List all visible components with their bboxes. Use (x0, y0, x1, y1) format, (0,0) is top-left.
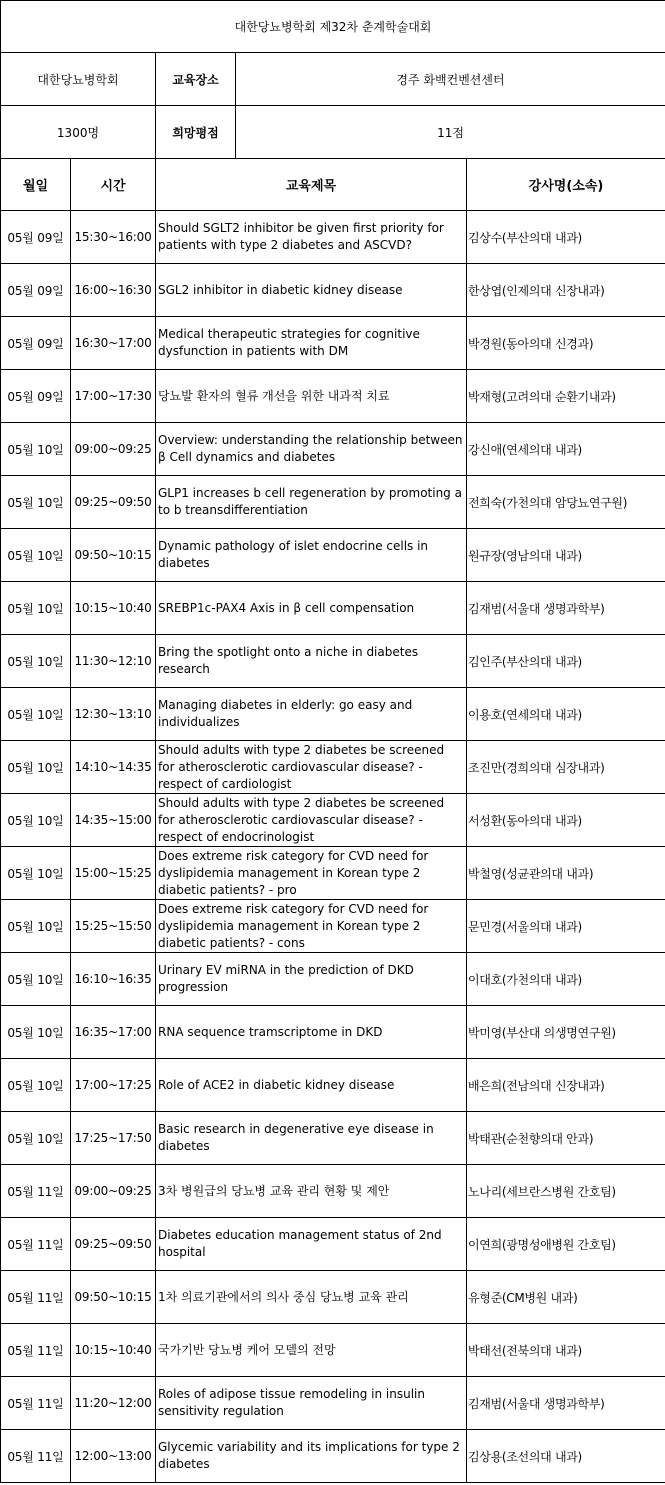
session-time: 09:00~09:25 (71, 1165, 156, 1218)
session-title: Role of ACE2 in diabetic kidney disease (156, 1059, 467, 1112)
table-row (1, 529, 665, 582)
session-title: 1차 의료기관에서의 의사 중심 당뇨병 교육 관리 (156, 1271, 467, 1324)
session-time: 10:15~10:40 (71, 1324, 156, 1377)
table-row (1, 635, 665, 688)
table-row (1, 317, 665, 370)
session-time: 14:10~14:35 (71, 741, 156, 794)
header-title: 교육제목 (156, 159, 467, 211)
session-title: 3차 병원급의 당뇨병 교육 관리 현황 및 제안 (156, 1165, 467, 1218)
table-row (1, 1430, 665, 1483)
session-title: Overview: understanding the relationship between β Cell dynamics and diabetes (156, 423, 467, 476)
session-speaker: 유형준(CM병원 내과) (467, 1271, 665, 1324)
session-time: 15:30~16:00 (71, 211, 156, 264)
header-speaker: 강사명(소속) (467, 159, 665, 211)
session-title: Should SGLT2 inhibitor be given first priority for patients with type 2 diabetes and ASCVD? (156, 211, 467, 264)
session-header-row (1, 159, 665, 211)
session-speaker: 김인주(부산의대 내과) (467, 635, 665, 688)
session-speaker: 이용호(연세의대 내과) (467, 688, 665, 741)
session-date: 05월 11일 (1, 1271, 71, 1324)
session-date: 05월 11일 (1, 1165, 71, 1218)
session-speaker: 강신애(연세의대 내과) (467, 423, 665, 476)
table-row (1, 794, 665, 847)
venue-label: 교육장소 (156, 53, 236, 106)
table-row (1, 900, 665, 953)
session-speaker: 김상용(조선의대 내과) (467, 1430, 665, 1483)
table-row (1, 476, 665, 529)
header-date: 월일 (1, 159, 71, 211)
session-speaker: 박태관(순천향의대 안과) (467, 1112, 665, 1165)
venue: 경주 화백컨벤션센터 (236, 53, 665, 106)
session-time: 14:35~15:00 (71, 794, 156, 847)
venue-row (1, 53, 665, 106)
session-time: 15:00~15:25 (71, 847, 156, 900)
event-info-table (0, 0, 665, 159)
session-date: 05월 11일 (1, 1377, 71, 1430)
attendees: 1300명 (1, 106, 156, 159)
table-row (1, 1165, 665, 1218)
session-time: 17:00~17:25 (71, 1059, 156, 1112)
table-row (1, 741, 665, 794)
session-title: SREBP1c-PAX4 Axis in β cell compensation (156, 582, 467, 635)
session-time: 12:00~13:00 (71, 1430, 156, 1483)
session-date: 05월 10일 (1, 582, 71, 635)
session-date: 05월 10일 (1, 423, 71, 476)
session-time: 10:15~10:40 (71, 582, 156, 635)
session-title: Roles of adipose tissue remodeling in insulin sensitivity regulation (156, 1377, 467, 1430)
session-date: 05월 10일 (1, 900, 71, 953)
session-time: 09:00~09:25 (71, 423, 156, 476)
event-title: 대한당뇨병학회 제32차 춘계학술대회 (1, 1, 665, 53)
session-title: Urinary EV miRNA in the prediction of DKD progression (156, 953, 467, 1006)
session-date: 05월 09일 (1, 317, 71, 370)
session-time: 16:10~16:35 (71, 953, 156, 1006)
event-title-row (1, 1, 665, 53)
session-date: 05월 10일 (1, 1059, 71, 1112)
session-date: 05월 10일 (1, 529, 71, 582)
session-time: 17:25~17:50 (71, 1112, 156, 1165)
session-speaker: 김재범(서울대 생명과학부) (467, 582, 665, 635)
session-time: 11:20~12:00 (71, 1377, 156, 1430)
session-title: Does extreme risk category for CVD need for dyslipidemia management in Korean type 2 diabetic patients? - cons (156, 900, 467, 953)
session-speaker: 조진만(경희의대 심장내과) (467, 741, 665, 794)
session-date: 05월 10일 (1, 847, 71, 900)
session-speaker: 문민경(서울의대 내과) (467, 900, 665, 953)
table-row (1, 1324, 665, 1377)
score-row (1, 106, 665, 159)
table-row (1, 1059, 665, 1112)
session-speaker: 이연희(광명성애병원 간호팀) (467, 1218, 665, 1271)
session-date: 05월 11일 (1, 1218, 71, 1271)
session-speaker: 원규장(영남의대 내과) (467, 529, 665, 582)
session-date: 05월 11일 (1, 1430, 71, 1483)
table-row (1, 211, 665, 264)
session-speaker: 김재범(서울대 생명과학부) (467, 1377, 665, 1430)
session-time: 09:25~09:50 (71, 1218, 156, 1271)
table-row (1, 1271, 665, 1324)
session-table (0, 158, 665, 1483)
table-row (1, 1006, 665, 1059)
session-title: Dynamic pathology of islet endocrine cells in diabetes (156, 529, 467, 582)
session-time: 16:35~17:00 (71, 1006, 156, 1059)
session-speaker: 박경원(동아의대 신경과) (467, 317, 665, 370)
table-row (1, 1218, 665, 1271)
session-speaker: 서성환(동아의대 내과) (467, 794, 665, 847)
session-time: 16:00~16:30 (71, 264, 156, 317)
session-title: GLP1 increases b cell regeneration by promoting a to b treansdifferentiation (156, 476, 467, 529)
session-speaker: 한상엽(인제의대 신장내과) (467, 264, 665, 317)
session-date: 05월 11일 (1, 1324, 71, 1377)
table-row (1, 582, 665, 635)
session-title: 당뇨발 환자의 혈류 개선을 위한 내과적 치료 (156, 370, 467, 423)
session-time: 09:25~09:50 (71, 476, 156, 529)
session-date: 05월 10일 (1, 953, 71, 1006)
session-title: SGL2 inhibitor in diabetic kidney disease (156, 264, 467, 317)
session-time: 11:30~12:10 (71, 635, 156, 688)
session-title: Managing diabetes in elderly: go easy and individualizes (156, 688, 467, 741)
table-row (1, 423, 665, 476)
session-title: Should adults with type 2 diabetes be screened for atherosclerotic cardiovascular disease? - respect of cardiologist (156, 741, 467, 794)
session-date: 05월 09일 (1, 211, 71, 264)
table-row (1, 847, 665, 900)
session-title: Bring the spotlight onto a niche in diabetes research (156, 635, 467, 688)
header-time: 시간 (71, 159, 156, 211)
session-speaker: 배은희(전남의대 신장내과) (467, 1059, 665, 1112)
session-title: Should adults with type 2 diabetes be screened for atherosclerotic cardiovascular disease? - respect of endocrinologist (156, 794, 467, 847)
session-speaker: 김상수(부산의대 내과) (467, 211, 665, 264)
session-date: 05월 10일 (1, 794, 71, 847)
session-date: 05월 10일 (1, 476, 71, 529)
session-time: 17:00~17:30 (71, 370, 156, 423)
session-title: Does extreme risk category for CVD need for dyslipidemia management in Korean type 2 diabetic patients? - pro (156, 847, 467, 900)
session-time: 16:30~17:00 (71, 317, 156, 370)
session-time: 12:30~13:10 (71, 688, 156, 741)
session-speaker: 박태선(전북의대 내과) (467, 1324, 665, 1377)
session-date: 05월 10일 (1, 1006, 71, 1059)
table-row (1, 1377, 665, 1430)
session-title: Medical therapeutic strategies for cognitive dysfunction in patients with DM (156, 317, 467, 370)
score-label: 희망평점 (156, 106, 236, 159)
score: 11점 (236, 106, 665, 159)
session-speaker: 이대호(가천의대 내과) (467, 953, 665, 1006)
session-speaker: 전희숙(가천의대 암당뇨연구원) (467, 476, 665, 529)
session-speaker: 노나리(세브란스병원 간호팀) (467, 1165, 665, 1218)
table-row (1, 264, 665, 317)
session-date: 05월 10일 (1, 741, 71, 794)
session-date: 05월 10일 (1, 1112, 71, 1165)
table-row (1, 953, 665, 1006)
session-date: 05월 09일 (1, 264, 71, 317)
table-row (1, 370, 665, 423)
session-speaker: 박재형(고려의대 순환기내과) (467, 370, 665, 423)
table-row (1, 688, 665, 741)
session-rows (1, 211, 665, 1483)
session-date: 05월 10일 (1, 688, 71, 741)
session-speaker: 박미영(부산대 의생명연구원) (467, 1006, 665, 1059)
session-title: Diabetes education management status of 2nd hospital (156, 1218, 467, 1271)
session-title: 국가기반 당뇨병 케어 모델의 전망 (156, 1324, 467, 1377)
session-title: Basic research in degenerative eye disease in diabetes (156, 1112, 467, 1165)
session-title: RNA sequence tramscriptome in DKD (156, 1006, 467, 1059)
organizer: 대한당뇨병학회 (1, 53, 156, 106)
session-time: 15:25~15:50 (71, 900, 156, 953)
session-time: 09:50~10:15 (71, 529, 156, 582)
session-date: 05월 10일 (1, 635, 71, 688)
session-title: Glycemic variability and its implications for type 2 diabetes (156, 1430, 467, 1483)
session-date: 05월 09일 (1, 370, 71, 423)
session-time: 09:50~10:15 (71, 1271, 156, 1324)
table-row (1, 1112, 665, 1165)
session-speaker: 박철영(성균관의대 내과) (467, 847, 665, 900)
